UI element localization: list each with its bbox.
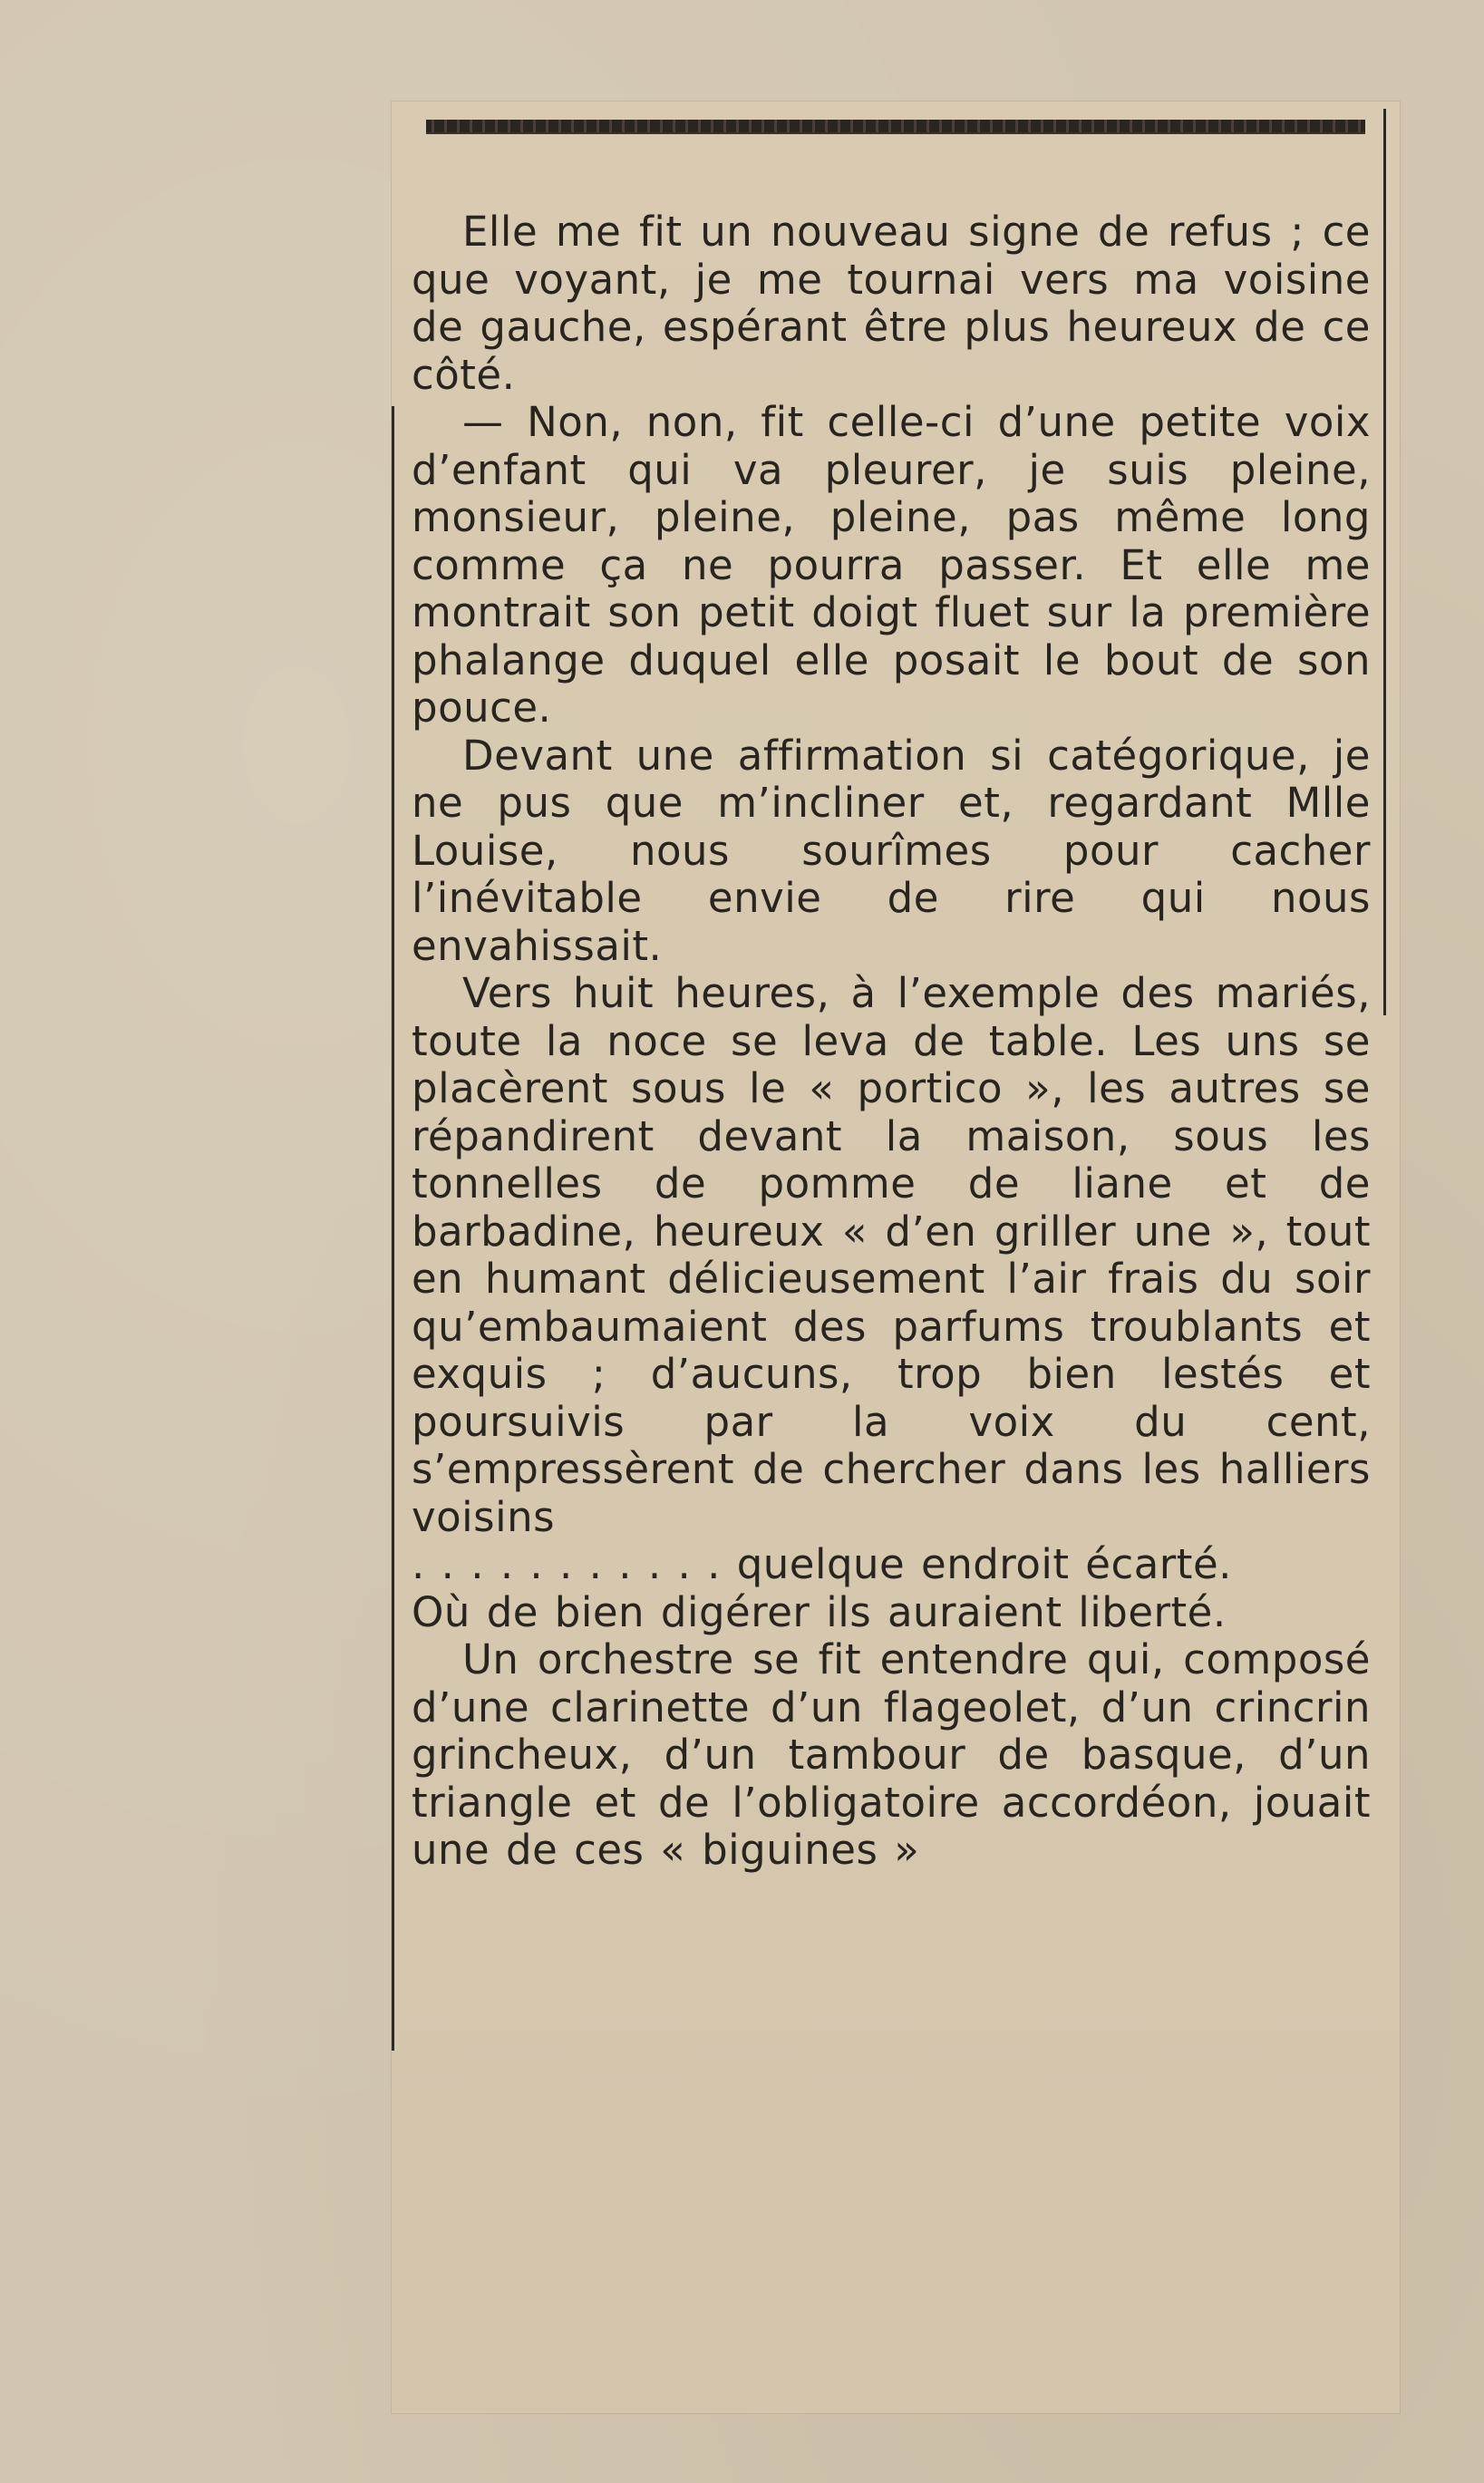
newspaper-clipping (392, 102, 1400, 2413)
column-rule-left (392, 406, 394, 2051)
paragraph: Un orchestre se fit entendre qui, composé d’une clarinette d’un flageolet, d’un crincrin grincheux, d’un tambour de basque, d’un triangle et de l’obligatoire accordéon, jouait une de ces « biguines » (412, 1635, 1371, 1874)
verse-line: . . . . . . . . . . . quelque endroit écarté. (412, 1540, 1232, 1588)
paragraph: Elle me fit un nouveau signe de refus ; ce que voyant, je me tournai vers ma voisine de gauche, espérant être plus heureux de ce côté. (412, 208, 1371, 399)
paragraph: Devant une affirmation si catégorique, je ne pus que m’incliner et, regardant Mlle Louise, nous sourîmes pour cacher l’inévitable envie de rire qui nous envahissait. (412, 731, 1371, 970)
article-text (412, 209, 1371, 1875)
header-rule (426, 120, 1365, 134)
paragraph: — Non, non, fit celle-ci d’une petite voix d’enfant qui va pleurer, je suis pleine, monsieur, pleine, pleine, pas même long comme ça ne pourra passer. Et elle me montrait son petit doigt fluet sur la première phalange duquel elle posait le bout de son pouce. (412, 398, 1371, 732)
verse-line: Où de bien digérer ils auraient liberté. (412, 1587, 1227, 1636)
column-rule-right (1383, 109, 1386, 1015)
paragraph: Vers huit heures, à l’exemple des mariés, toute la noce se leva de table. Les uns se placèrent sous le « portico », les autres se répandirent devant la maison, sous les tonnelles de pomme de liane et de barbadine, heureux « d’en griller une », tout en humant délicieusement l’air frais du soir qu’embaumaient des parfums troublants et exquis ; d’aucuns, trop bien lestés et poursuivis par la voix du cent, s’empressèrent de chercher dans les halliers voisins (412, 969, 1371, 1541)
